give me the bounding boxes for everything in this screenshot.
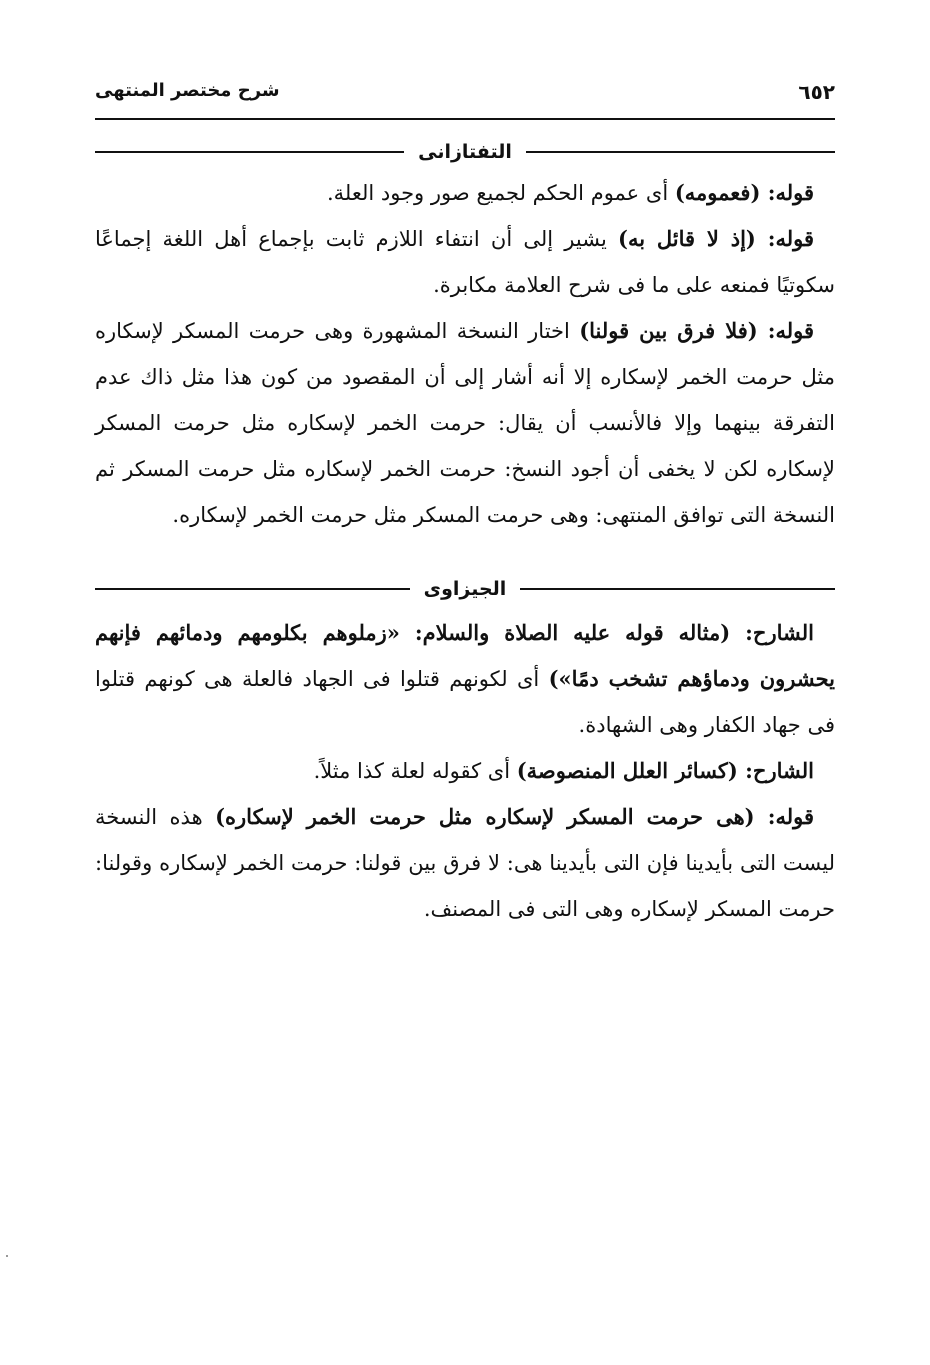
section-title-jizawi	[95, 574, 835, 604]
paragraph	[95, 216, 835, 308]
paragraph-lead: قوله: (فعمومه)	[674, 180, 814, 205]
page-number: ٦٥٢	[798, 80, 835, 104]
title-rule-right	[520, 588, 835, 590]
paragraph-text: اختار النسخة المشهورة وهى حرمت المسكر لإسكاره مثل حرمت الخمر لإسكاره إلا أنه أشار إلى أن المقصود من كون هذا مثل ذاك عدم التفرقة بينهما وإلا فالأنسب أن يقال: حرمت الخمر لإسكاره مثل حرمت المسكر لإسكاره لكن لا يخفى أن أجود النسخ: حرمت الخمر لإسكاره مثل حرمت المسكر ثم النسخة التى توافق المنتهى: وهى حرمت المسكر مثل حرمت الخمر لإسكاره.	[95, 319, 835, 527]
paragraph-lead: قوله: (فلا فرق بين قولنا)	[579, 318, 814, 343]
margin-speck	[6, 1255, 8, 1257]
paragraph-text: هذه النسخة ليست التى بأيدينا فإن التى بأيدينا هى: لا فرق بين قولنا: حرمت الخمر لإسكاره وقولنا: حرمت المسكر لإسكاره وهى التى فى المصنف.	[95, 805, 835, 921]
paragraph-lead: قوله: (هى حرمت المسكر لإسكاره مثل حرمت الخمر لإسكاره)	[215, 804, 814, 829]
paragraph-text: أى كقوله لعلة كذا مثلاً.	[313, 759, 517, 783]
title-rule-left	[95, 588, 410, 590]
paragraph	[95, 308, 835, 538]
paragraph-text: أى عموم الحكم لجميع صور وجود العلة.	[326, 181, 675, 205]
paragraph-lead: قوله: (إذ لا قائل به)	[618, 226, 814, 251]
section-body-jizawi	[95, 610, 835, 932]
paragraph-lead: الشارح: (مثاله قوله عليه الصلاة والسلام: «زملوهم بكلومهم ودمائهم فإنهم يحشرون ودماؤهم تشخب دمًا»)	[95, 620, 835, 691]
paragraph	[95, 748, 835, 794]
paragraph	[95, 610, 835, 748]
section-body-taftazani	[95, 170, 835, 538]
paragraph	[95, 794, 835, 932]
paragraph-text: يشير إلى أن انتفاء اللازم ثابت بإجماع أهل اللغة إجماعًا سكوتيًا فمنعه على ما فى شرح العلامة مكابرة.	[95, 227, 835, 297]
paragraph-text: أى لكونهم قتلوا فى الجهاد فالعلة هى كونهم قتلوا فى جهاد الكفار وهى الشهادة.	[95, 667, 835, 737]
section-name: التفتازانى	[418, 141, 512, 163]
section-name: الجيزاوى	[423, 578, 507, 600]
title-rule-left	[95, 151, 404, 153]
section-title-taftazani	[95, 137, 835, 167]
running-head	[95, 80, 835, 110]
header-rule	[95, 118, 835, 120]
paragraph	[95, 170, 835, 216]
title-rule-right	[526, 151, 835, 153]
paragraph-lead: الشارح: (كسائر العلل المنصوصة)	[516, 758, 814, 783]
book-title: شرح مختصر المنتهى	[95, 80, 280, 101]
